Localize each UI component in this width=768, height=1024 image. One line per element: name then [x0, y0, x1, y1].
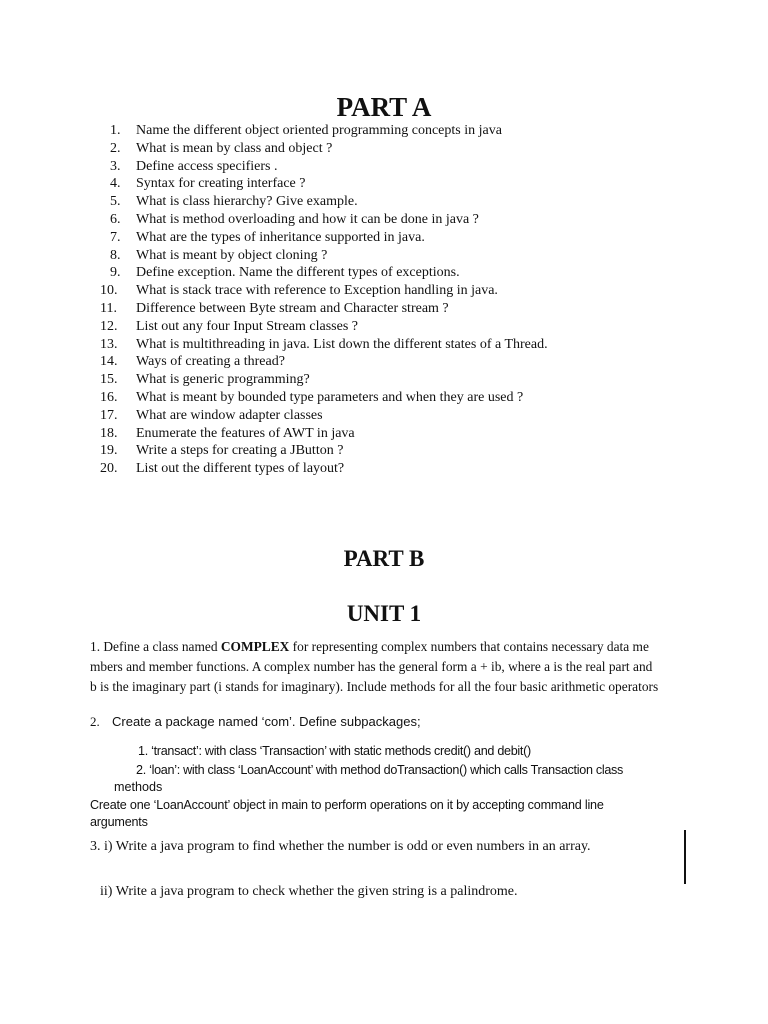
question-1-prefix: 1. Define a class named — [90, 639, 221, 654]
question-text: What is meant by bounded type parameters and when they are used ? — [136, 389, 524, 405]
question-number: 11. — [100, 300, 117, 316]
question-2-text: Create a package named ‘com’. Define subpackages; — [112, 714, 421, 729]
question-1-line1-rest: for representing complex numbers that contains necessary data me — [289, 639, 649, 654]
question-text: What are the types of inheritance supported in java. — [136, 229, 425, 245]
unit-question-3-part-ii: ii) Write a java program to check whether the given string is a palindrome. — [100, 884, 518, 899]
part-a-question-list — [100, 122, 548, 478]
question-item — [100, 389, 548, 407]
question-2-instruction — [90, 797, 680, 831]
question-number: 7. — [110, 229, 121, 245]
question-item — [100, 175, 548, 193]
question-text: Enumerate the features of AWT in java — [136, 425, 355, 441]
question-item — [100, 193, 548, 211]
question-2-subitem-2: 2. ‘loan’: with class ‘LoanAccount’ with method doTransaction() which calls Transaction class — [136, 763, 624, 777]
question-text: What is mean by class and object ? — [136, 140, 333, 156]
question-item — [100, 300, 548, 318]
question-item — [100, 247, 548, 265]
question-item — [100, 122, 548, 140]
question-text: Ways of creating a thread? — [136, 354, 285, 370]
question-number: 10. — [100, 283, 118, 299]
question-text: Difference between Byte stream and Character stream ? — [136, 300, 449, 316]
question-text: List out the different types of layout? — [136, 461, 345, 477]
question-number: 12. — [100, 318, 118, 334]
unit-heading: UNIT 1 — [346, 601, 422, 626]
question-text: Name the different object oriented programming concepts in java — [136, 123, 502, 138]
question-text: Define exception. Name the different types of exceptions. — [136, 265, 460, 281]
question-text: Write a steps for creating a JButton ? — [136, 443, 344, 459]
question-item — [100, 229, 548, 247]
question-1-class-name: COMPLEX — [220, 639, 290, 654]
question-text: What is method overloading and how it can be done in java ? — [136, 211, 479, 227]
question-2-subitem-1: 1. ‘transact’: with class ‘Transaction’ with static methods credit() and debit() — [138, 744, 531, 758]
question-item — [100, 371, 548, 389]
question-item — [100, 282, 548, 300]
question-text: Define access specifiers . — [136, 158, 278, 174]
question-item — [100, 407, 548, 425]
question-number: 5. — [110, 194, 121, 210]
paragraph-line — [90, 637, 680, 657]
part-a-heading: PART A — [336, 92, 432, 122]
question-number: 8. — [110, 247, 121, 263]
question-number: 15. — [100, 372, 118, 388]
question-item — [100, 140, 548, 158]
question-item — [100, 158, 548, 176]
question-text: What is class hierarchy? Give example. — [136, 194, 358, 210]
question-text: Syntax for creating interface ? — [136, 176, 306, 192]
paragraph-line: mbers and member functions. A complex number has the general form a + ib, where a is the real part and — [90, 659, 653, 674]
question-item — [100, 336, 548, 354]
question-text: What is stack trace with reference to Exception handling in java. — [136, 283, 498, 299]
question-number: 14. — [100, 354, 118, 370]
unit-question-1 — [90, 637, 680, 697]
question-item — [100, 353, 548, 371]
question-number: 17. — [100, 407, 118, 423]
margin-rule — [684, 830, 686, 884]
question-number: 18. — [100, 425, 118, 441]
question-item — [100, 211, 548, 229]
question-item — [100, 264, 548, 282]
paragraph-line: b is the imaginary part (i stands for imaginary). Include methods for all the four basic arithmetic operators — [90, 679, 659, 694]
question-number: 19. — [100, 443, 118, 459]
question-number: 16. — [100, 389, 118, 405]
question-text: What is multithreading in java. List down the different states of a Thread. — [136, 336, 548, 352]
part-b-heading: PART B — [343, 546, 425, 571]
question-number: 20. — [100, 461, 118, 477]
question-2-number: 2. — [90, 714, 100, 729]
paragraph-line: arguments — [90, 815, 148, 829]
question-2-subitem-2-continued: methods — [114, 780, 163, 794]
question-text: What is meant by object cloning ? — [136, 247, 328, 263]
question-item — [100, 460, 548, 478]
question-item — [100, 425, 548, 443]
question-number: 2. — [110, 140, 121, 156]
question-number: 13. — [100, 336, 118, 352]
question-number: 9. — [110, 265, 121, 281]
unit-question-3-part-i: 3. i) Write a java program to find whether the number is odd or even numbers in an array. — [90, 839, 591, 854]
question-text: What is generic programming? — [136, 372, 310, 388]
question-item — [100, 442, 548, 460]
paragraph-line: Create one ‘LoanAccount’ object in main to perform operations on it by accepting command line — [90, 798, 604, 812]
question-number: 1. — [110, 123, 121, 138]
question-item — [100, 318, 548, 336]
question-number: 4. — [110, 176, 121, 192]
question-number: 6. — [110, 211, 121, 227]
question-number: 3. — [110, 158, 121, 174]
question-text: What are window adapter classes — [136, 407, 323, 423]
unit-question-2 — [90, 712, 421, 732]
question-text: List out any four Input Stream classes ? — [136, 318, 359, 334]
